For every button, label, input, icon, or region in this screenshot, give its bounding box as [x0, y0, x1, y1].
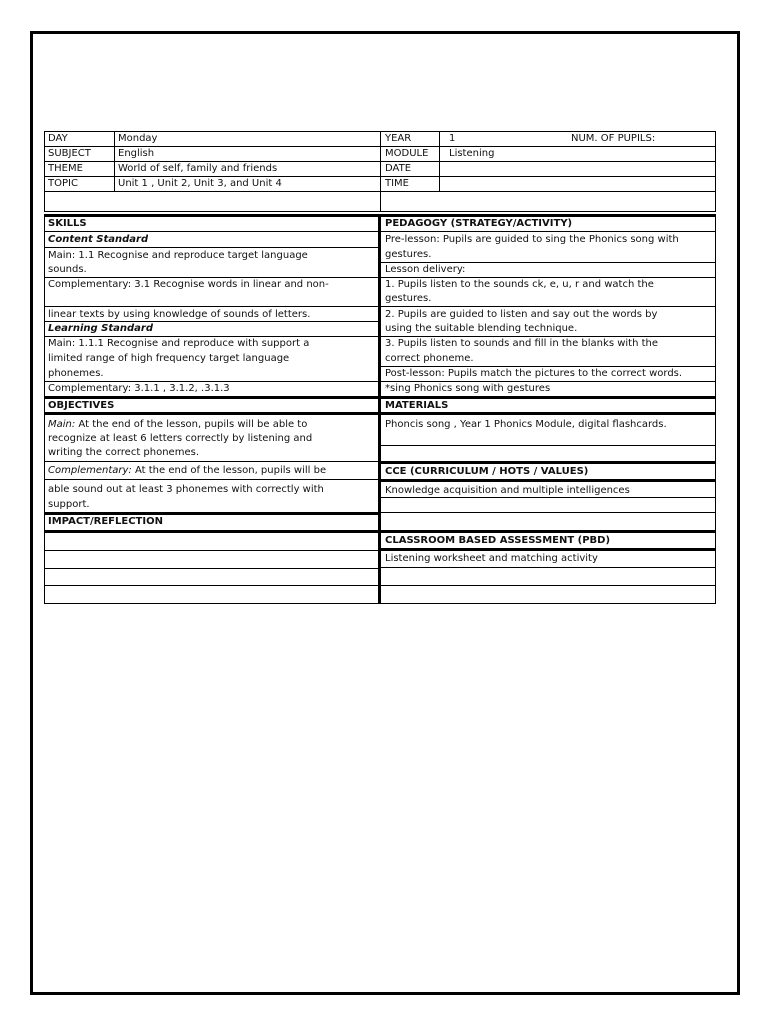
date-label: DATE — [385, 163, 412, 174]
lesson-delivery: Lesson delivery: — [385, 264, 466, 275]
objective-comp-line2: able sound out at least 3 phonemes with correctly with — [48, 484, 324, 495]
objectives-heading: OBJECTIVES — [48, 400, 115, 411]
content-main-line2: sounds. — [48, 264, 87, 275]
topic-value: Unit 1 , Unit 2, Unit 3, and Unit 4 — [118, 178, 282, 189]
impact-reflection-heading: IMPACT/REFLECTION — [48, 516, 163, 527]
step2-line1: 2. Pupils are guided to listen and say out the words by — [385, 309, 658, 320]
content-comp-line2: linear texts by using knowledge of sounds of letters. — [48, 309, 311, 320]
theme-label: THEME — [48, 163, 83, 174]
step2-line2: using the suitable blending technique. — [385, 323, 578, 334]
topic-label: TOPIC — [48, 178, 78, 189]
step1-line1: 1. Pupils listen to the sounds ck, e, u, r and watch the — [385, 279, 654, 290]
cce-heading: CCE (CURRICULUM / HOTS / VALUES) — [385, 466, 589, 477]
pbd-text: Listening worksheet and matching activity — [385, 553, 598, 564]
learning-main-line3: phonemes. — [48, 368, 104, 379]
objective-comp-label: Complementary: — [48, 465, 132, 476]
year-label: YEAR — [385, 133, 412, 144]
learning-comp: Complementary: 3.1.1 , 3.1.2, .3.1.3 — [48, 383, 230, 394]
subject-value: English — [118, 148, 155, 159]
pedagogy-heading: PEDAGOGY (STRATEGY/ACTIVITY) — [385, 218, 573, 229]
skills-heading: SKILLS — [48, 218, 87, 229]
materials-text: Phoncis song , Year 1 Phonics Module, digital flashcards. — [385, 419, 667, 430]
day-label: DAY — [48, 133, 68, 144]
theme-value: World of self, family and friends — [118, 163, 278, 174]
pbd-heading: CLASSROOM BASED ASSESSMENT (PBD) — [385, 535, 611, 546]
post-lesson: Post-lesson: Pupils match the pictures to the correct words. — [385, 368, 683, 379]
day-value: Monday — [118, 133, 158, 144]
year-value: 1 — [449, 133, 456, 144]
step3-line1: 3. Pupils listen to sounds and fill in the blanks with the — [385, 338, 659, 349]
pre-lesson-line1: Pre-lesson: Pupils are guided to sing the Phonics song with — [385, 234, 679, 245]
objective-main-text: At the end of the lesson, pupils will be able to — [75, 419, 308, 430]
module-value: Listening — [449, 148, 495, 159]
objective-comp-line3: support. — [48, 499, 90, 510]
learning-standard-heading: Learning Standard — [48, 323, 153, 334]
content-main-line1: Main: 1.1 Recognise and reproduce target language — [48, 250, 308, 261]
step3-line2: correct phoneme. — [385, 353, 474, 364]
objective-comp-text: At the end of the lesson, pupils will be — [131, 465, 327, 476]
objective-main-label: Main: — [48, 419, 76, 430]
learning-main-line1: Main: 1.1.1 Recognise and reproduce with support a — [48, 338, 310, 349]
content-comp-line1: Complementary: 3.1 Recognise words in linear and non- — [48, 279, 329, 290]
post-lesson-extra: *sing Phonics song with gestures — [385, 383, 551, 394]
cce-text: Knowledge acquisition and multiple intelligences — [385, 485, 630, 496]
materials-heading: MATERIALS — [385, 400, 449, 411]
pre-lesson-line2: gestures. — [385, 249, 432, 260]
objective-main-line2: recognize at least 6 letters correctly by listening and — [48, 433, 313, 444]
time-label: TIME — [385, 178, 410, 189]
module-label: MODULE — [385, 148, 429, 159]
objective-main-line3: writing the correct phonemes. — [48, 447, 199, 458]
subject-label: SUBJECT — [48, 148, 91, 159]
learning-main-line2: limited range of high frequency target language — [48, 353, 290, 364]
objective-comp-line1 — [48, 464, 326, 477]
step1-line2: gestures. — [385, 293, 432, 304]
content-standard-heading: Content Standard — [48, 234, 149, 245]
objective-main-line1 — [48, 418, 307, 431]
num-pupils-label: NUM. OF PUPILS: — [571, 133, 656, 144]
